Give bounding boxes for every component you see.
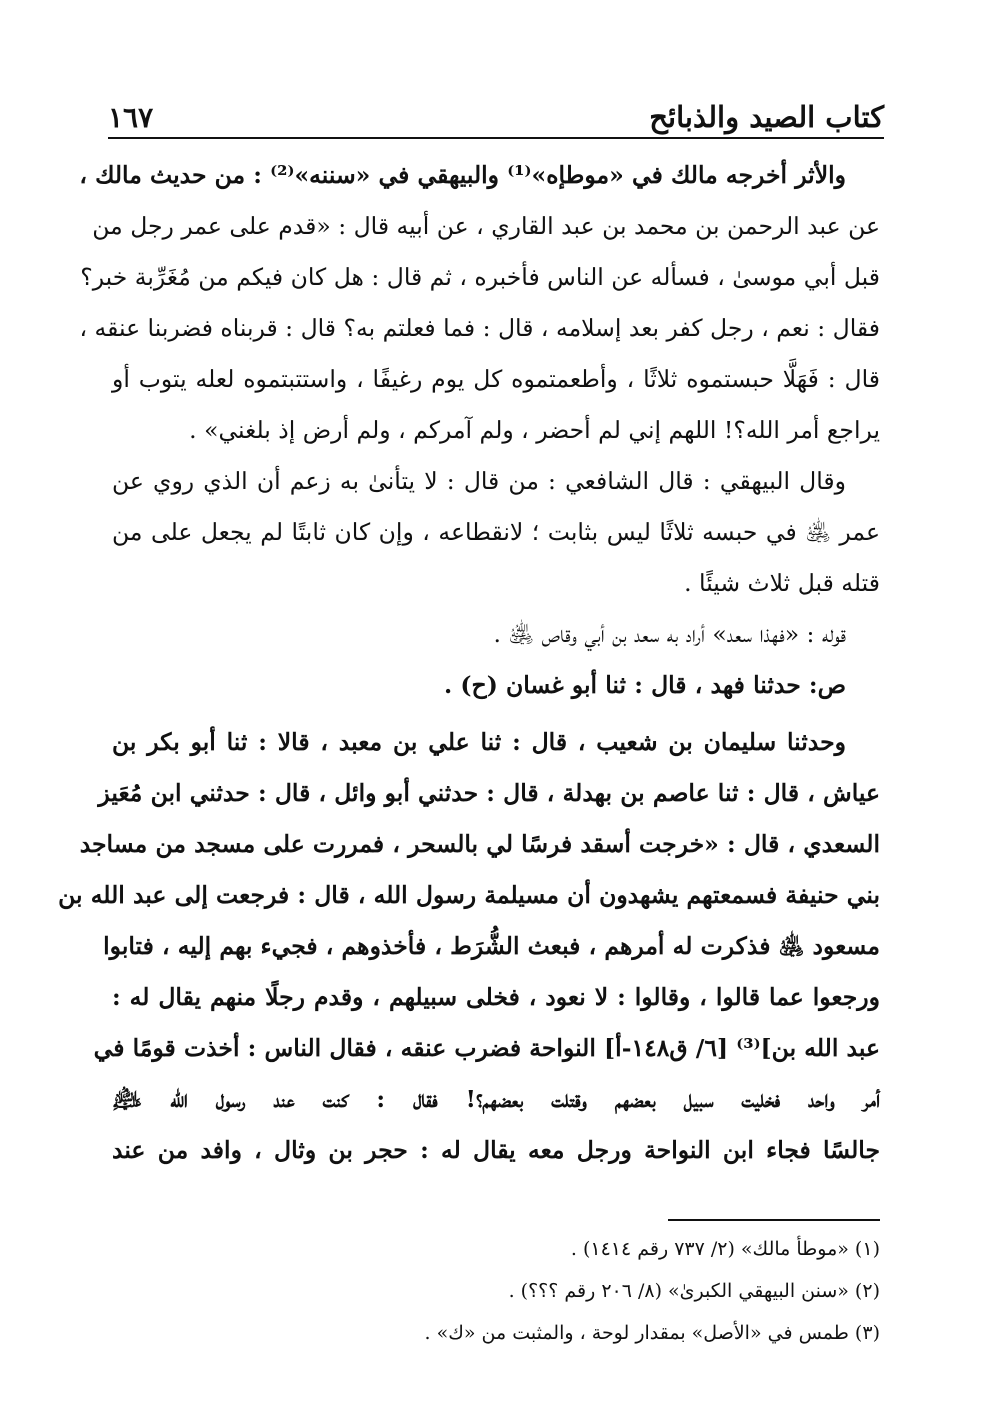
text-line: والأثر أخرجه مالك في «موطإه»⁽¹⁾ والبيهقي في «سننه»⁽²⁾ : من حديث مالك ، xyxy=(79,161,846,189)
text-line: وحدثنا سليمان بن شعيب ، قال : ثنا علي بن معبد ، قالا : ثنا أبو بكر بن xyxy=(112,728,846,756)
text-line: قال : فَهَلَّا حبستموه ثلاثًا ، وأطعمتموه كل يوم رغيفًا ، واستتبتموه لعله يتوب أو xyxy=(112,365,880,393)
text-line: أمر واحد فخليت سبيل بعضهم وقتلت بعضهم؟! فقال : كنت عند رسول الله ﵇ xyxy=(112,1085,880,1113)
footnotes xyxy=(112,1228,880,1354)
text-line: جالسًا فجاء ابن النواحة ورجل معه يقال له : حجر بن وثال ، وافد من عند xyxy=(112,1136,880,1164)
footnote: (١) «موطأ مالك» (٢/ ٧٣٧ رقم ١٤١٤) . xyxy=(570,1238,880,1260)
main-text xyxy=(58,150,880,1176)
text-line: عياش ، قال : ثنا عاصم بن بهدلة ، قال : حدثني أبو وائل ، قال : حدثني ابن مُعَيز xyxy=(98,779,880,807)
text-line: عمر ﵁ في حبسه ثلاثًا ليس بثابت ؛ لانقطاعه ، وإن كان ثابتًا لم يجعل على من xyxy=(112,518,880,546)
text-line: بني حنيفة فسمعتهم يشهدون أن مسيلمة رسول الله ، قال : فرجعت إلى عبد الله بن xyxy=(58,881,880,909)
text-line: السعدي ، قال : «خرجت أسقد فرسًا لي بالسحر ، فمررت على مسجد من مساجد xyxy=(79,830,880,858)
text-line: وقال البيهقي : قال الشافعي : من قال : لا يتأنىٰ به زعم أن الذي روي عن xyxy=(112,467,846,495)
header-rule xyxy=(108,137,884,139)
text-line: عبد الله بن]⁽³⁾ [٦/ ق١٤٨-أ] النواحة فضرب عنقه ، فقال الناس : أخذت قومًا في xyxy=(93,1034,880,1062)
text-line: يراجع أمر الله؟! اللهم إني لم أحضر ، ولم آمركم ، ولم أرض إذ بلغني» . xyxy=(189,416,880,444)
text-line: قبل أبي موسىٰ ، فسأله عن الناس فأخبره ، ثم قال : هل كان فيكم من مُغَرِّبة خبر؟ xyxy=(80,263,880,291)
chapter-title: كتاب الصيد والذبائح xyxy=(649,100,884,134)
footnote: (٢) «سنن البيهقي الكبرىٰ» (٨/ ٢٠٦ رقم ؟؟؟) . xyxy=(508,1280,880,1302)
page-number: ١٦٧ xyxy=(108,101,154,134)
commentary-line: قوله : «فهذا سعد» أراد به سعد بن أبي وقاص ﵁ . xyxy=(493,620,846,648)
page-header xyxy=(108,82,884,134)
footnote-rule xyxy=(668,1219,880,1221)
text-line: عن عبد الرحمن بن محمد بن عبد القاري ، عن أبيه قال : «قدم على عمر رجل من xyxy=(92,212,880,240)
text-line: مسعود ﵁ فذكرت له أمرهم ، فبعث الشُّرَط ، فأخذوهم ، فجيء بهم إليه ، فتابوا xyxy=(103,932,880,960)
text-line: ورجعوا عما قالوا ، وقالوا : لا نعود ، فخلى سبيلهم ، وقدم رجلًا منهم يقال له : xyxy=(112,983,880,1011)
isnad-line: ص: حدثنا فهد ، قال : ثنا أبو غسان (ح) . xyxy=(444,671,846,699)
text-line: قتله قبل ثلاث شيئًا . xyxy=(684,569,880,597)
text-line: فقال : نعم ، رجل كفر بعد إسلامه ، قال : فما فعلتم به؟ قال : قربناه فضربنا عنقه ، xyxy=(79,314,880,342)
footnote: (٣) طمس في «الأصل» بمقدار لوحة ، والمثبت من «ك» . xyxy=(424,1322,880,1344)
